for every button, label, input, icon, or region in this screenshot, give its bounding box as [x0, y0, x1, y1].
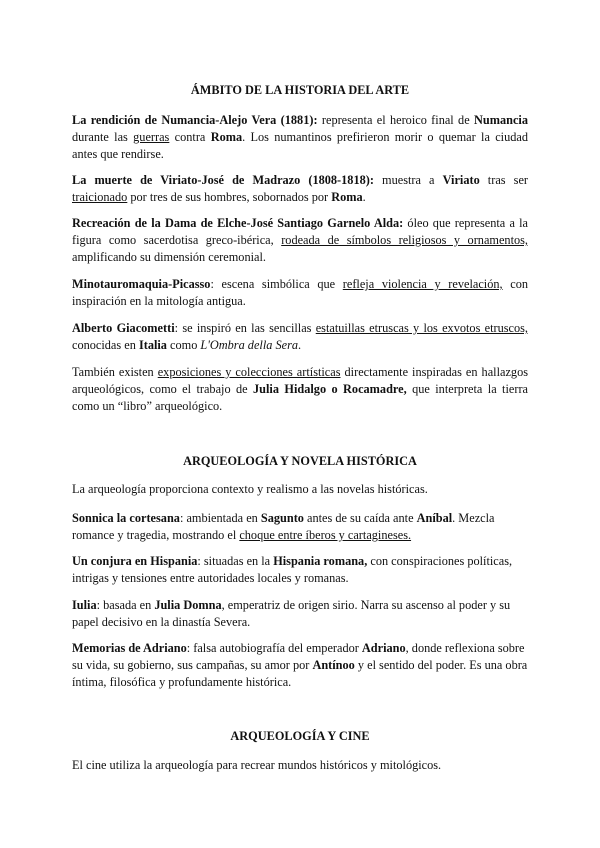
section-title-art-history: ÁMBITO DE LA HISTORIA DEL ARTE [190, 83, 410, 97]
underlined-text: guerras [133, 130, 170, 144]
text: tras ser [479, 173, 528, 187]
text: . [298, 338, 302, 352]
bold-text: Numancia [474, 113, 528, 127]
bold-text: Julia Domna [154, 598, 222, 612]
text: amplificando su dimensión ceremonial. [72, 250, 266, 264]
bold-text: Roma [331, 190, 363, 204]
text: : basada en [96, 598, 155, 612]
paragraph-picasso [72, 276, 528, 310]
bold-text: Recreación de la Dama de Elche-José Santiago Garnelo Alda: [72, 216, 404, 230]
bold-text: Viriato [442, 173, 480, 187]
bold-text: La rendición de Numancia-Alejo Vera (1881): [72, 113, 318, 127]
text: contra [169, 130, 211, 144]
text: : situadas en la [197, 554, 274, 568]
bold-text: La muerte de Viriato-José de Madrazo (1808-1818): [72, 173, 374, 187]
underlined-text: exposiciones y colecciones artísticas [157, 365, 341, 379]
bold-text: Italia [138, 338, 167, 352]
paragraph-sonnica [72, 510, 528, 544]
bold-text: Roma [210, 130, 243, 144]
bold-text: Minotauromaquia-Picasso [72, 277, 211, 291]
text: . [362, 190, 366, 204]
text: , emperatriz de origen sirio. Narra su ascenso al poder y su papel decisivo en la dinastía Severa. [72, 598, 511, 629]
text: : escena simbólica que [210, 277, 343, 291]
underlined-text: choque entre íberos y cartagineses. [239, 528, 412, 542]
text: : ambientada en [179, 511, 261, 525]
text: por tres de sus hombres, sobornados por [127, 190, 332, 204]
bold-text: Aníbal [416, 511, 453, 525]
paragraph-adriano [72, 640, 528, 691]
text: óleo que representa a la figura como sacerdotisa greco-ibérica, [72, 216, 528, 247]
bold-text: Alberto Giacometti [72, 321, 175, 335]
paragraph-exposiciones [72, 364, 528, 415]
text: : se inspiró en las sencillas [174, 321, 316, 335]
bold-text: Hispania romana, [273, 554, 368, 568]
paragraph-numancia [72, 112, 528, 163]
section-title-novela: ARQUEOLOGÍA Y NOVELA HISTÓRICA [183, 454, 417, 468]
bold-text: Iulia [72, 598, 97, 612]
text: como [166, 338, 201, 352]
underlined-text: rodeada de símbolos religiosos y ornamentos, [281, 233, 528, 247]
bold-text: Memorias de Adriano [72, 641, 187, 655]
paragraph-viriato [72, 172, 528, 206]
paragraph-cine-intro: El cine utiliza la arqueología para recrear mundos históricos y mitológicos. [72, 758, 442, 772]
section-title-cine: ARQUEOLOGÍA Y CINE [230, 729, 370, 743]
paragraph-novela-intro: La arqueología proporciona contexto y realismo a las novelas históricas. [72, 482, 428, 496]
underlined-text: estatuillas etruscas y los exvotos etruscos, [315, 321, 529, 335]
italic-text: L'Ombra della Sera [200, 338, 299, 352]
paragraph-dama-elche [72, 215, 528, 266]
bold-text: Antínoo [312, 658, 355, 672]
paragraph-giacometti [72, 320, 528, 354]
text: conocidas en [72, 338, 139, 352]
text: con conspiraciones políticas, intrigas y tensiones entre autoridades locales y romanas. [72, 554, 513, 585]
underlined-text: traicionado [72, 190, 128, 204]
text: con inspiración en la mitología antigua. [72, 277, 528, 308]
underlined-text: refleja violencia y revelación, [342, 277, 503, 291]
text: durante las [72, 130, 134, 144]
bold-text: Un conjura en Hispania [72, 554, 198, 568]
bold-text: Sonnica la cortesana [72, 511, 180, 525]
bold-text: Julia Hidalgo o Rocamadre, [253, 382, 407, 396]
text: directamente inspiradas en hallazgos arqueológicos, como el trabajo de [72, 365, 528, 396]
text: . Los numantinos prefirieron morir o quemar la ciudad antes que rendirse. [72, 130, 528, 161]
text: También existen [72, 365, 158, 379]
paragraph-iulia [72, 597, 528, 631]
bold-text: Adriano [361, 641, 406, 655]
text: , donde reflexiona sobre su vida, su gobierno, sus campañas, su amor por [72, 641, 525, 672]
text: antes de su caída ante [303, 511, 417, 525]
text: que interpreta la tierra como un “libro” arqueológico. [72, 382, 528, 413]
text: muestra a [373, 173, 443, 187]
text: . Mezcla romance y tragedia, mostrando el [72, 511, 495, 542]
bold-text: Sagunto [260, 511, 304, 525]
text: : falsa autobiografía del emperador [186, 641, 362, 655]
text: representa el heroico final de [317, 113, 475, 127]
paragraph-conjura [72, 553, 528, 587]
text: y el sentido del poder. Es una obra íntima, filosófica y profundamente histórica. [72, 658, 528, 689]
